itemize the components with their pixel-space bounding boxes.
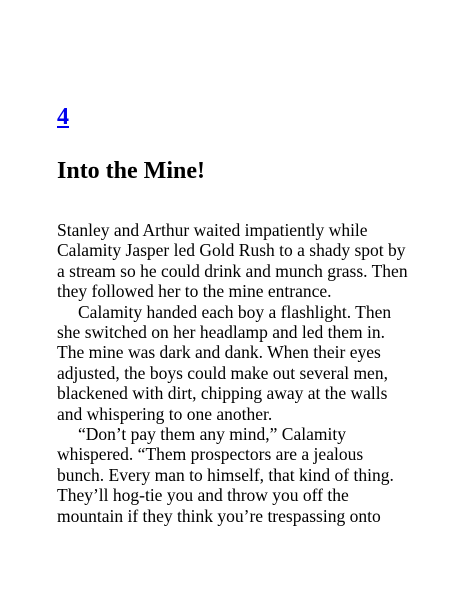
text-line: and whispering to one another.: [57, 403, 273, 424]
text-line: a stream so he could drink and munch grass. Then: [57, 260, 408, 281]
paragraph-3: [57, 424, 417, 526]
paragraph-1: [57, 220, 417, 302]
text-line: They’ll hog-tie you and throw you off the: [57, 485, 349, 506]
chapter-number-link[interactable]: 4: [57, 104, 69, 130]
chapter-title: Into the Mine!: [57, 158, 205, 184]
text-line: blackened with dirt, chipping away at the walls: [57, 383, 388, 404]
text-line: whispered. “Them prospectors are a jealous: [57, 444, 364, 465]
text-line: “Don’t pay them any mind,” Calamity: [78, 424, 346, 445]
text-line: Stanley and Arthur waited impatiently while: [57, 220, 368, 240]
text-line: she switched on her headlamp and led them in.: [57, 322, 386, 343]
text-line: bunch. Every man to himself, that kind of thing.: [57, 464, 394, 485]
text-line: mountain if they think you’re trespassing onto: [57, 505, 381, 526]
text-line: adjusted, the boys could make out several men,: [57, 362, 388, 383]
chapter-body: [57, 220, 417, 526]
text-line: they followed her to the mine entrance.: [57, 281, 332, 302]
text-line: The mine was dark and dank. When their eyes: [57, 342, 381, 363]
paragraph-2: [57, 302, 417, 424]
text-line: Calamity handed each boy a flashlight. Then: [78, 301, 392, 322]
text-line: Calamity Jasper led Gold Rush to a shady spot by: [57, 240, 406, 261]
